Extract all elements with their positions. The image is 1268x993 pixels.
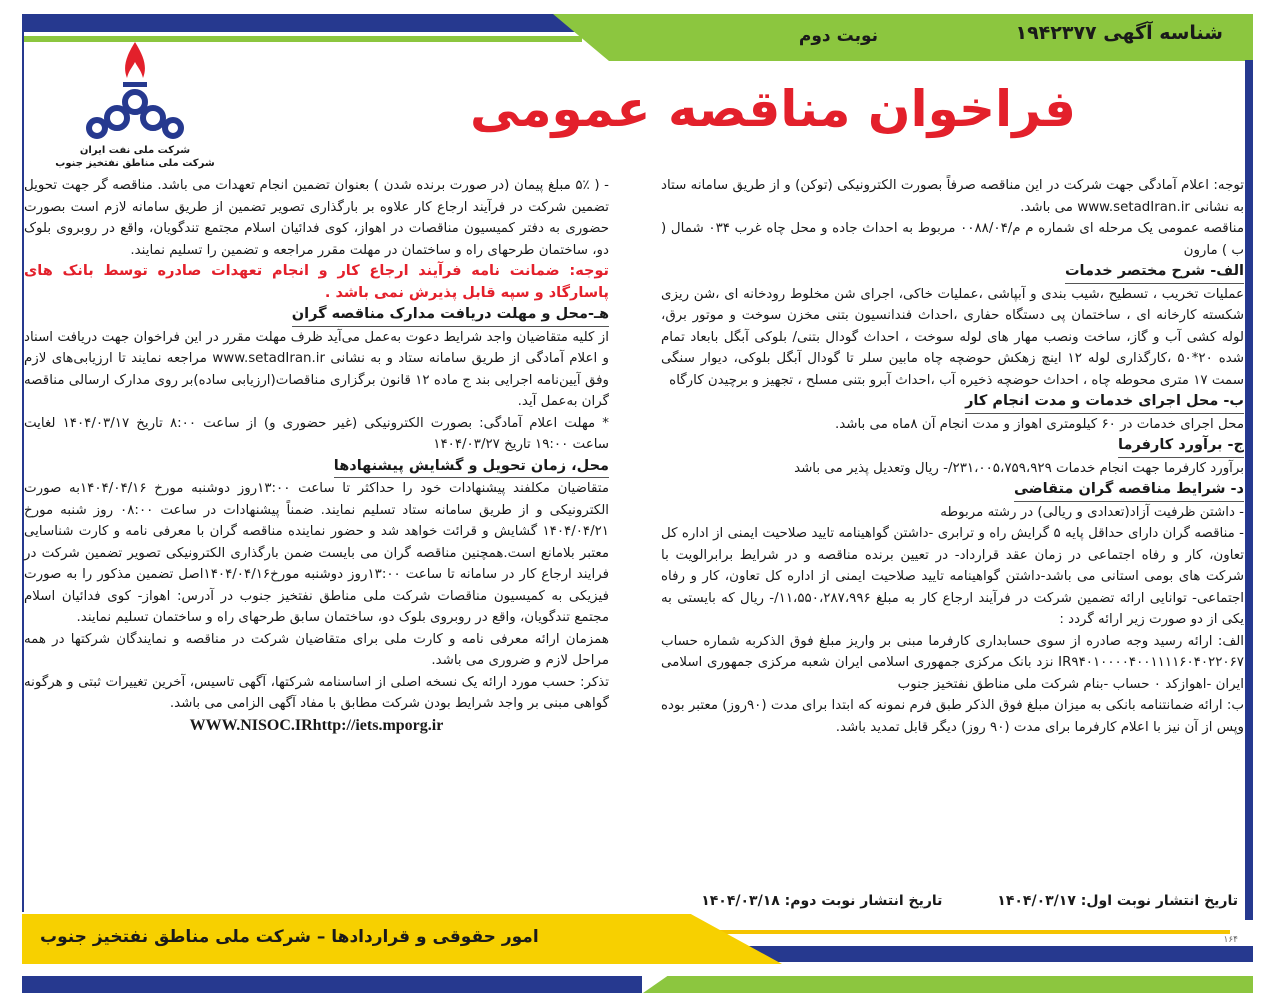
condition-3: الف: ارائه رسید وجه صادره از سوی حسابداری کارفرما مبنی بر واریز مبلغ فوق الذکربه شماره حساب IR۹۴۰۱۰۰۰۰۴۰۰۱۱۱۱۶۰۴۰۲۲۰۶۷ نزد بانک مرکزی جمهوری اسلامی ایران شعبه مرکزی جمهوری اسلامی ایران -اهوازکد ۰ حساب -بنام شرکت ملی مناطق نفتخیز جنوب [661, 633, 1244, 692]
section-jim-heading: ج- برآورد کارفرما [1118, 435, 1244, 458]
submission-heading: محل، زمان تحویل و گشایش پیشنهادها [334, 456, 609, 479]
second-publication-date: تاریخ انتشار نوبت دوم: ۱۴۰۴/۰۳/۱۸ [701, 893, 943, 909]
id-requirement: همزمان ارائه معرفی نامه و کارت ملی برای متقاضیان شرکت در مناقصه و نمایندگان شرکتها در همه مراحل لازم و ضروری می باشد. [24, 631, 609, 668]
company-logo [50, 40, 220, 170]
next-ad-blue-bar [22, 976, 642, 993]
tender-number: مناقصه عمومی یک مرحله ای شماره م م/۰۰۸۸/۰۴ مربوط به احداث جاده و محل چاه غرب ۰۳۴ شمال ( ب ) مارون [661, 221, 1244, 258]
footer-yellow-line [700, 930, 1230, 934]
condition-1: - داشتن ظرفیت آزاد(تعدادی و ریالی) در رشته مربوطه [940, 504, 1244, 520]
left-column [24, 175, 609, 736]
first-publication-date: تاریخ انتشار نوبت اول: ۱۴۰۴/۰۳/۱۷ [997, 893, 1238, 909]
notice-text: توجه: اعلام آمادگی جهت شرکت در این مناقصه صرفاً بصورت الکترونیکی (توکن) و از طریق سامانه ستاد به نشانی www.setadIran.ir می باشد. [661, 178, 1244, 215]
bank-warning: توجه: ضمانت نامه فرآیند ارجاع کار و انجام تعهدات صادره توسط بانک های پاسارگاد و سپه قابل پذیرش نمی باشد . [24, 263, 609, 301]
logo-caption-1: شرکت ملی نفت ایران [79, 145, 191, 156]
right-column [661, 175, 1244, 738]
guarantee-text: - ( ۵٪ مبلغ پیمان (در صورت برنده شدن ) بعنوان تضمین انجام تعهدات می باشد. مناقصه گر جهت تحویل تضمین شرکت در فرآیند ارجاع کار علاوه بر بارگذاری تصویر تضمین از طریق سامانه لازم است بصورت حضوری به دفتر کمیسیون مناقصات در اهواز، کوی فدائیان اسلام مجتمع تندگویان، واقع در روبروی بلوک دو، ساختمان طرحهای راه و ساختمان در مهلت مقرر مراجعه و تضمین را تسلیم نمایند. [24, 178, 609, 258]
section-dal-heading: د- شرایط مناقصه گران متقاضی [1014, 479, 1244, 502]
condition-4: ب: ارائه ضمانتنامه بانکی به میزان مبلغ فوق الذکر طبق فرم نمونه که ابتدا برای مدت (۹۰روز) معتبر بوده وپس از آن نیز با اعلام کارفرما برای مدت (۹۰ روز) دیگر قابل تمدید باشد. [661, 698, 1244, 735]
right-border [1245, 60, 1253, 920]
section-be-heading: ب- محل اجرای خدمات و مدت انجام کار [965, 391, 1244, 414]
section-be-text: محل اجرای خدمات در ۶۰ کیلومتری اهواز و مدت انجام آن ۸ماه می باشد. [834, 416, 1244, 432]
nioc-flame-logo-icon [75, 40, 195, 140]
section-alef-heading: الف- شرح مختصر خدمات [1065, 261, 1244, 284]
page-number: ۱۶۴ [1223, 935, 1238, 945]
website-links[interactable]: WWW.NISOC.IRhttp://iets.mporg.ir [189, 716, 444, 734]
section-he-heading: هـ-محل و مهلت دریافت مدارک مناقصه گران [292, 304, 609, 327]
issuer-name: امور حقوقی و قراردادها – شرکت ملی مناطق نفتخیز جنوب [40, 927, 539, 947]
reminder-text: تذکر: حسب مورد ارائه یک نسخه اصلی از اساسنامه شرکتها، آگهی تاسیس، آخرین تغییرات ثبتی و هرگونه گواهی مبنی بر واجد شرایط بودن شرکت مطابق با مفاد آگهی الزامی می باشد. [24, 674, 609, 711]
publication-dates [651, 893, 1238, 909]
ad-id: شناسه آگهی ۱۹۴۲۳۷۷ [1015, 22, 1223, 44]
logo-caption-2: شرکت ملی مناطق نفتخیز جنوب [55, 158, 215, 169]
deadline-text: * مهلت اعلام آمادگی: بصورت الکترونیکی (غیر حضوری و) از ساعت ۸:۰۰ تاریخ ۱۴۰۴/۰۳/۱۷ لغایت ساعت ۱۹:۰۰ تاریخ ۱۴۰۴/۰۳/۲۷ [24, 415, 609, 452]
submission-text: متقاضیان مکلفند پیشنهادات خود را حداکثر تا ساعت ۱۳:۰۰روز دوشنبه مورخ ۱۴۰۴/۰۴/۱۶به صورت الکترونیکی و از طریق سامانه ستاد تسلیم نمایند. ضمناً پیشنهادات در ساعت ۰۸:۰۰ روز شنبه مورخ ۱۴۰۴/۰۴/۲۱ گشایش و قرائت خواهد شد و حضور نماینده مناقصه گران با معرفی نامه و کارت شناسایی معتبر بلامانع است.همچنین مناقصه گران می بایست ضمن بارگذاری الکترونیکی تصویر تضمین شرکت در فرایند ارجاع کار در سامانه تا ساعت ۱۳:۰۰روز دوشنبه مورخ۱۴۰۴/۰۴/۱۶اصل تضمین مذکور را به صورت فیزیکی به کمیسیون مناقصات شرکت ملی مناطق نفتخیز جنوب در آدرس: اهواز- کوی فدائیان اسلام مجتمع تندگویان، واقع در روبروی بلوک دو، ساختمان سابق طرحهای راه و ساختمان تسلیم نمایند. [24, 481, 609, 625]
page-title: فراخوان مناقصه عمومی [470, 80, 1077, 138]
section-he-text: از کلیه متقاضیان واجد شرایط دعوت به‌عمل می‌آید ظرف مهلت مقرر در این فراخوان جهت دریافت اسناد و اعلام آمادگی از طریق سامانه ستاد و به نشانی www.setadIran.ir مراجعه نمایند تا ارزیابی‌های لازم وفق آیین‌نامه اجرایی بند ج ماده ۱۲ قانون برگزاری مناقصات(ارزیابی ساده)بر روی مدارک ارسالی مناقصه گران به‌عمل آید. [24, 329, 610, 409]
next-ad-green-band [643, 976, 1253, 993]
top-blue-bar [22, 14, 642, 32]
section-alef-text: عملیات تخریب ، تسطیح ،شیب بندی و آبپاشی ،عملیات خاکی، اجرای شن مخلوط رودخانه ای ،شن ریزی شکسته کارخانه ای ، ساختمان پی دستگاه حفاری ،احداث فندانسیون بتنی مخزن سوخت و موتور برق، لوله کشی آب و گاز، ساخت ونصب مهار های لوله سوخت ، احداث گودال بتنی/ بلوکی آبگل بابعاد تمام شده ۲۰*۵۰ ،کارگذاری لوله ۱۲ اینچ زهکش حوضچه چاه مابین سلر تا گودال آبگل بلوکی، دیوار سنگی سمت ۱۷ متری محوطه چاه ، احداث حوضچه ذخیره آب ،احداث آبرو بتنی مسلح ، تجهیز و برچیدن کارگاه [661, 286, 1245, 388]
condition-2: - مناقصه گران دارای حداقل پایه ۵ گرایش راه و ترابری -داشتن گواهینامه تایید صلاحیت ایمنی از اداره کل تعاون، کار و رفاه اجتماعی در زمان عقد قرارداد- در تعیین برنده مناقصه و در شرایط برابرالویت با شرکت های بومی استانی می باشد-داشتن گواهینامه تایید صلاحیت ایمنی از اداره کل تعاون، کار و رفاه اجتماعی- توانایی ارائه تضمین شرکت در فرآیند ارجاع کار به مبلغ ۱۱،۵۵۰،۲۸۷،۹۹۶/- ریال که بایستی به یکی از دو صورت زیر ارائه گردد : [661, 526, 1244, 627]
publication-round: نوبت دوم [798, 26, 878, 46]
section-jim-text: برآورد کارفرما جهت انجام خدمات ۲۳۱،۰۰۵،۷۵۹،۹۲۹/- ریال وتعدیل پذیر می باشد [794, 460, 1244, 476]
